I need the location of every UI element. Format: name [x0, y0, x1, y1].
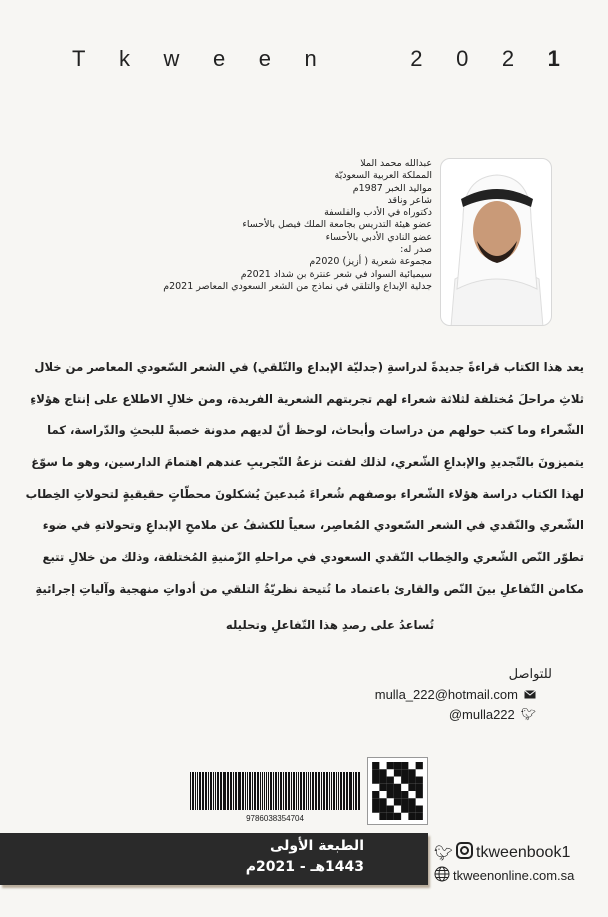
bio-line: جدلية الإبداع والتلقي في نماذج من الشعر السعودي المعاصر 2021م	[163, 280, 432, 292]
barcode-bar	[298, 772, 299, 810]
barcode-bar	[252, 772, 254, 810]
barcode-bar	[266, 772, 268, 810]
qr-module	[379, 784, 386, 791]
qr-module	[416, 777, 423, 784]
barcode-bar	[329, 772, 330, 810]
twitter-icon: 🐦︎	[434, 845, 454, 862]
title-letter: k	[118, 46, 130, 71]
barcode-bar	[270, 772, 272, 810]
qr-module	[416, 813, 423, 820]
qr-module	[401, 777, 408, 784]
blurb-line: يعد هذا الكتاب قراءةً جديدةً لدراسةِ (جدليّة الإبداع والتّلقي) في الشعر السّعودي المعاصر من خلال	[34, 360, 584, 374]
blurb-line: مكامن التّفاعلِ بينَ النّص والقارئ باعتماد ما تُتيحة نظريّةُ التلقي من أدواتِ منهجية وآلياتِ إجرائيةِ	[35, 581, 584, 596]
qr-module	[401, 791, 408, 798]
edition-label: الطبعة الأولى	[269, 838, 364, 854]
barcode-bar	[312, 772, 314, 810]
qr-module	[408, 769, 415, 776]
barcode-bar	[358, 772, 360, 810]
barcode-bar	[233, 772, 234, 810]
book-blurb	[25, 360, 584, 649]
blurb-line: الشّعراء وما كتب حولهم من دراسات وأبحاث، لوحظ أنّ لديهم مدونة خصبةً للبحثِ والدّراسة، كما	[47, 423, 584, 438]
qr-module	[416, 806, 423, 813]
barcode-bar	[306, 772, 307, 810]
qr-module	[394, 762, 401, 769]
barcode-bar	[353, 772, 354, 810]
qr-module	[372, 798, 379, 805]
barcode-bar	[355, 772, 357, 810]
blurb-line: تطوّر النّص الشّعري والخِطاب النّقدي السعودي في مراحلهِ الزّمنيةِ المُختلفة، وذلك من خلالِ تتبع	[42, 550, 584, 565]
barcode-bar	[346, 772, 348, 810]
barcode-bar	[303, 772, 305, 810]
title-letter: n	[304, 46, 317, 71]
qr-module	[379, 798, 386, 805]
book-title-banner	[72, 46, 560, 72]
barcode-bar	[296, 772, 297, 810]
bio-line: شاعر وناقد	[387, 194, 432, 206]
instagram-icon	[456, 842, 473, 864]
barcode-bar	[195, 772, 196, 810]
barcode-bar	[197, 772, 199, 810]
contact-label: للتواصل	[508, 666, 552, 681]
barcode-bar	[217, 772, 219, 810]
publisher-handle[interactable]: tkweenbook1	[476, 844, 571, 861]
qr-code	[367, 757, 428, 825]
barcode-bar	[278, 772, 280, 810]
barcode-bar	[273, 772, 274, 810]
title-letter: e	[258, 46, 271, 71]
barcode	[190, 772, 360, 810]
bio-line: سيميائية السواد في شعر عنترة بن شداد 2021م	[240, 268, 432, 280]
title-letter: T	[72, 46, 86, 71]
qr-module	[379, 769, 386, 776]
barcode-bar	[300, 772, 302, 810]
barcode-bar	[205, 772, 207, 810]
qr-module	[379, 813, 386, 820]
barcode-bar	[254, 772, 256, 810]
qr-module	[401, 769, 408, 776]
barcode-bar	[343, 772, 345, 810]
qr-module	[416, 791, 423, 798]
globe-icon	[434, 866, 450, 885]
bio-line: مجموعة شعرية ( أزيز) 2020م	[309, 256, 432, 268]
qr-module	[387, 762, 394, 769]
barcode-bar	[213, 772, 214, 810]
qr-module	[408, 777, 415, 784]
qr-module	[372, 769, 379, 776]
barcode-bar	[275, 772, 277, 810]
barcode-bar	[224, 772, 226, 810]
publisher-links	[434, 842, 574, 886]
qr-module	[416, 784, 423, 791]
barcode-bar	[323, 772, 325, 810]
barcode-bar	[331, 772, 332, 810]
isbn-number: 9786038354704	[246, 814, 304, 823]
barcode-bar	[247, 772, 248, 810]
barcode-bar	[308, 772, 310, 810]
barcode-bar	[245, 772, 246, 810]
bio-line: عضو هيئة التدريس بجامعة الملك فيصل بالأحساء	[242, 219, 432, 231]
title-digit: 0	[456, 46, 469, 71]
title-letter: w	[163, 46, 180, 71]
blurb-line: يتميزونَ بالتّجديدِ والإبداعِ الشّعري، لذلك لفتت نزعةُ التّجريبِ عندهم اهتمامَ الدارسين، وهو ما سوّغ	[31, 455, 584, 470]
barcode-bar	[260, 772, 261, 810]
barcode-bar	[268, 772, 269, 810]
qr-module	[372, 791, 379, 798]
barcode-bar	[285, 772, 287, 810]
qr-module	[408, 806, 415, 813]
qr-module	[387, 813, 394, 820]
barcode-bar	[326, 772, 328, 810]
title-digit: 2	[501, 46, 515, 71]
blurb-line: الشّعري والنّقدي في الشعر السّعودي المُعاصِر، سعياً للكشفُ عن ملامحِ الإبداعِ وتحولاتهِ في ضوء	[42, 518, 584, 533]
envelope-icon	[524, 687, 536, 702]
qr-module	[379, 777, 386, 784]
qr-module	[394, 769, 401, 776]
barcode-bar	[294, 772, 295, 810]
barcode-bar	[220, 772, 222, 810]
qr-module	[408, 784, 415, 791]
qr-module	[387, 784, 394, 791]
qr-module	[372, 806, 379, 813]
edition-date: 1443هـ - 2021م	[245, 859, 364, 875]
barcode-bar	[321, 772, 323, 810]
contact-block	[374, 664, 552, 724]
author-bio	[132, 158, 432, 293]
qr-module	[401, 762, 408, 769]
barcode-bar	[215, 772, 216, 810]
barcode-bar	[190, 772, 191, 810]
edition-bar	[0, 833, 428, 885]
publisher-website[interactable]: tkweenonline.com.sa	[453, 867, 575, 883]
twitter-handle[interactable]: @mulla222	[448, 706, 515, 722]
qr-module	[394, 784, 401, 791]
qr-module	[387, 806, 394, 813]
qr-module	[394, 813, 401, 820]
qr-module	[387, 791, 394, 798]
title-digit: 2	[410, 46, 423, 71]
barcode-bar	[199, 772, 201, 810]
title-letter: e	[212, 46, 226, 71]
barcode-bar	[340, 772, 342, 810]
email-text[interactable]: mulla_222@hotmail.com	[374, 686, 518, 702]
qr-module	[372, 762, 379, 769]
barcode-bar	[283, 772, 284, 810]
barcode-bar	[257, 772, 259, 810]
qr-module	[387, 777, 394, 784]
barcode-bar	[315, 772, 317, 810]
bio-line: دكتوراه في الأدب والفلسفة	[324, 207, 432, 219]
barcode-bar	[210, 772, 212, 810]
bio-line: المملكة العربية السعوديّة	[334, 170, 432, 182]
barcode-bar	[235, 772, 237, 810]
barcode-bar	[239, 772, 241, 810]
bio-line: مواليد الخبر 1987م	[352, 182, 432, 194]
qr-module	[416, 762, 423, 769]
barcode-bar	[227, 772, 229, 810]
barcode-bar	[291, 772, 292, 810]
barcode-bar	[310, 772, 311, 810]
qr-module	[394, 798, 401, 805]
barcode-bar	[293, 772, 294, 810]
bio-line: عضو النادي الأدبي بالأحساء	[325, 231, 432, 243]
barcode-bar	[202, 772, 204, 810]
author-name: عبدالله محمد الملا	[360, 158, 432, 169]
barcode-bar	[223, 772, 224, 810]
qr-module	[401, 806, 408, 813]
qr-module	[408, 798, 415, 805]
barcode-bar	[262, 772, 263, 810]
barcode-bar	[208, 772, 210, 810]
author-photo	[440, 158, 552, 326]
blurb-line: لهذا الكتاب دراسة هؤلاء الشّعراء بوصفهم شُعراءَ مُبدعينَ يُشكلونَ محطّاتٍ حقيقيةٍ لتحولاتِ الخِطاب	[25, 486, 584, 501]
blurb-line: ثلاثِ مراحلَ مُختلفة لثلاثة شعراء لهم تجربتهم الشعرية الفريدة، ومن خلالِ الاطلاع على إنتاج هؤلاءِ	[30, 391, 584, 406]
barcode-bar	[349, 772, 350, 810]
barcode-bar	[249, 772, 251, 810]
blurb-line: تُساعدُ على رصدِ هذا التّفاعلِ وتحليله	[225, 617, 435, 632]
title-digit: 1	[547, 46, 560, 71]
twitter-icon: 🐦︎	[520, 707, 536, 721]
barcode-bar	[318, 772, 320, 810]
barcode-bar	[288, 772, 290, 810]
barcode-bar	[238, 772, 239, 810]
qr-module	[379, 806, 386, 813]
barcode-bar	[264, 772, 265, 810]
barcode-bar	[280, 772, 282, 810]
qr-module	[372, 777, 379, 784]
barcode-bar	[192, 772, 194, 810]
barcode-bar	[350, 772, 352, 810]
qr-module	[408, 813, 415, 820]
qr-module	[401, 798, 408, 805]
qr-module	[394, 791, 401, 798]
barcode-bar	[230, 772, 232, 810]
barcode-bar	[333, 772, 335, 810]
barcode-bar	[338, 772, 339, 810]
barcode-bar	[336, 772, 338, 810]
barcode-bar	[242, 772, 244, 810]
bio-line: صدر له:	[400, 244, 432, 256]
